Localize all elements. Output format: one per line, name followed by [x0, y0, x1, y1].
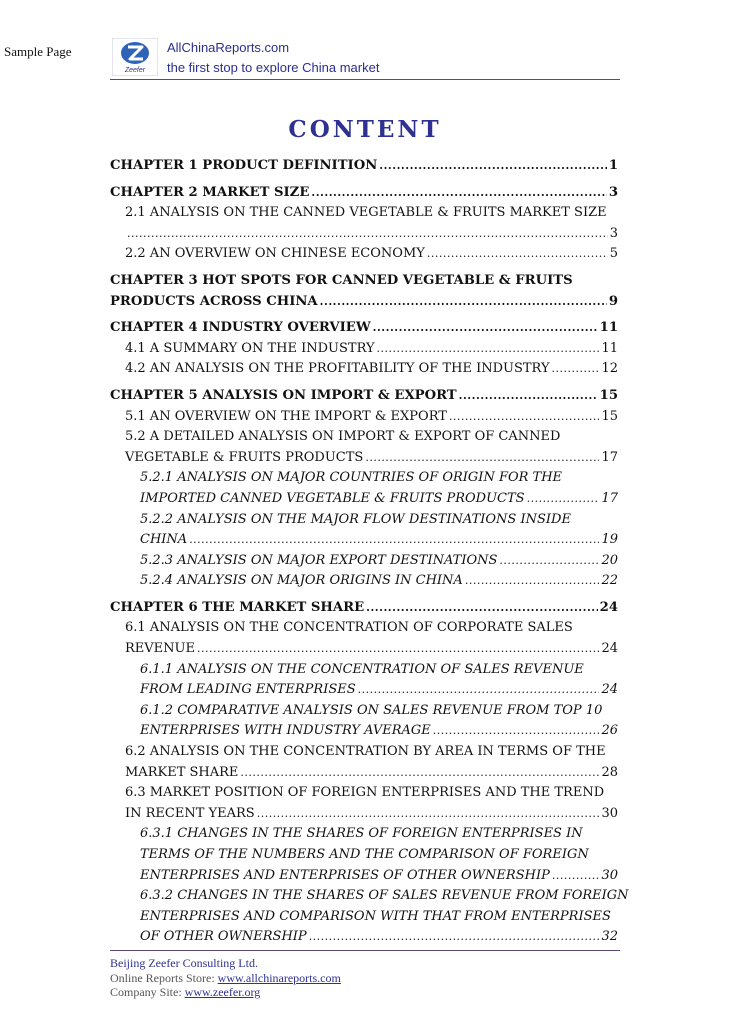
toc-entry[interactable]	[110, 386, 618, 407]
toc-page-number: 5	[609, 246, 618, 262]
toc-entry-title: PRODUCTS ACROSS CHINA	[110, 293, 318, 309]
toc-page-number: 11	[601, 340, 618, 356]
toc-entry-line: 5.2.1 ANALYSIS ON MAJOR COUNTRIES OF ORIGIN FOR THE	[140, 470, 563, 486]
toc-entry-line: 5.2.2 ANALYSIS ON THE MAJOR FLOW DESTINATIONS INSIDE	[140, 511, 571, 527]
toc-entry-line: 6.1.1 ANALYSIS ON THE CONCENTRATION OF SALES REVENUE	[140, 661, 584, 677]
toc-entry[interactable]	[110, 244, 618, 265]
toc-page-number: 24	[601, 682, 618, 698]
footer-site-label: Company Site:	[110, 985, 185, 999]
toc-entry[interactable]	[110, 660, 618, 701]
toc-entry-line: 2.1 ANALYSIS ON THE CANNED VEGETABLE & FRUITS MARKET SIZE	[125, 205, 607, 221]
toc-page-number: 11	[599, 320, 618, 336]
header-divider	[110, 79, 620, 80]
toc-entry[interactable]	[110, 359, 618, 380]
toc-page-number: 24	[599, 599, 618, 615]
toc-entry-title: 5.1 AN OVERVIEW ON THE IMPORT & EXPORT	[125, 408, 447, 424]
toc-entry-line: 6.2 ANALYSIS ON THE CONCENTRATION BY AREA IN TERMS OF THE	[125, 744, 606, 760]
toc-entry[interactable]	[110, 183, 618, 204]
toc-entry[interactable]	[110, 156, 618, 177]
toc-leader-dots	[257, 804, 600, 825]
toc-leader-dots	[365, 448, 599, 469]
toc-page-number: 24	[601, 641, 618, 657]
toc-entry-title: ENTERPRISES AND ENTERPRISES OF OTHER OWNERSHIP	[140, 867, 550, 883]
toc-entry[interactable]	[110, 886, 629, 948]
toc-entry-title: OF OTHER OWNERSHIP	[140, 929, 307, 945]
toc-leader-dots	[127, 224, 608, 245]
toc-entry-title: ENTERPRISES WITH INDUSTRY AVERAGE	[140, 723, 431, 739]
toc-entry-title: IN RECENT YEARS	[125, 805, 255, 821]
toc-entry-title: VEGETABLE & FRUITS PRODUCTS	[125, 449, 364, 465]
toc-leader-dots	[433, 721, 600, 742]
toc-entry-title: 5.2.3 ANALYSIS ON MAJOR EXPORT DESTINATIONS	[140, 552, 498, 568]
toc-page-number: 30	[601, 867, 618, 883]
toc-leader-dots	[459, 386, 598, 407]
toc-entry-title: CHAPTER 4 INDUSTRY OVERVIEW	[110, 320, 371, 336]
toc-entry[interactable]	[110, 510, 618, 551]
footer	[110, 956, 341, 1000]
toc-entry-line: 6.1 ANALYSIS ON THE CONCENTRATION OF CORPORATE SALES	[125, 620, 573, 636]
toc-leader-dots	[377, 339, 600, 360]
toc-leader-dots	[309, 927, 600, 948]
toc-entry[interactable]	[110, 742, 618, 783]
toc-page-number: 9	[608, 293, 618, 309]
toc-leader-dots	[552, 359, 600, 380]
toc-leader-dots	[189, 530, 599, 551]
page-title: CONTENT	[288, 116, 442, 143]
table-of-contents	[110, 156, 629, 948]
toc-leader-dots	[465, 571, 600, 592]
toc-leader-dots	[240, 763, 599, 784]
toc-entry[interactable]	[110, 271, 618, 312]
footer-store-link[interactable]: www.allchinareports.com	[217, 970, 341, 985]
toc-leader-dots	[527, 489, 600, 510]
toc-leader-dots	[311, 183, 606, 204]
toc-page-number: 17	[601, 449, 618, 465]
toc-entry-line: TERMS OF THE NUMBERS AND THE COMPARISON OF FOREIGN	[140, 847, 589, 862]
toc-entry-title: 2.2 AN OVERVIEW ON CHINESE ECONOMY	[125, 246, 425, 262]
toc-page-number: 19	[601, 532, 618, 548]
toc-entry-line: ENTERPRISES AND COMPARISON WITH THAT FROM ENTERPRISES	[140, 908, 611, 924]
toc-entry[interactable]	[110, 318, 618, 339]
toc-entry[interactable]	[110, 783, 618, 824]
toc-page-number: 17	[601, 490, 618, 506]
toc-entry[interactable]	[110, 551, 618, 572]
toc-entry-title: 4.2 AN ANALYSIS ON THE PROFITABILITY OF THE INDUSTRY	[125, 361, 550, 377]
footer-company: Beijing Zeefer Consulting Ltd.	[110, 956, 258, 970]
toc-leader-dots	[449, 407, 600, 428]
toc-page-number: 28	[601, 764, 618, 780]
toc-page-number: 3	[609, 225, 618, 241]
toc-entry-line: 6.1.2 COMPARATIVE ANALYSIS ON SALES REVENUE FROM TOP 10	[140, 702, 603, 718]
toc-entry-title: IMPORTED CANNED VEGETABLE & FRUITS PRODUCTS	[140, 490, 525, 506]
toc-entry[interactable]	[110, 203, 618, 244]
toc-leader-dots	[373, 318, 598, 339]
toc-entry-line: 6.3 MARKET POSITION OF FOREIGN ENTERPRISES AND THE TREND	[125, 785, 605, 801]
toc-page-number: 32	[601, 929, 618, 945]
toc-page-number: 12	[601, 361, 618, 377]
toc-entry[interactable]	[110, 571, 618, 592]
toc-entry[interactable]	[110, 407, 618, 428]
toc-page-number: 15	[599, 387, 618, 403]
toc-entry-title: REVENUE	[125, 641, 195, 657]
toc-entry-title: CHAPTER 1 PRODUCT DEFINITION	[110, 158, 378, 173]
toc-page-number: 3	[608, 184, 618, 200]
toc-leader-dots	[366, 598, 598, 619]
toc-entry[interactable]	[110, 339, 618, 360]
toc-entry[interactable]	[110, 468, 618, 509]
toc-entry-line: CHAPTER 3 HOT SPOTS FOR CANNED VEGETABLE & FRUITS	[110, 272, 573, 288]
header-tagline: the first stop to explore China market	[167, 60, 380, 75]
toc-entry-title: CHINA	[140, 532, 188, 548]
toc-entry[interactable]	[110, 701, 618, 742]
header-site-name: AllChinaReports.com	[167, 40, 290, 55]
toc-leader-dots	[358, 680, 600, 701]
footer-divider	[110, 950, 620, 951]
toc-leader-dots	[379, 156, 607, 177]
footer-store-label: Online Reports Store:	[110, 970, 218, 985]
toc-entry[interactable]	[110, 618, 618, 659]
toc-entry-title: CHAPTER 6 THE MARKET SHARE	[110, 599, 365, 615]
toc-page-number: 22	[601, 573, 618, 589]
toc-entry[interactable]	[110, 427, 618, 468]
toc-leader-dots	[552, 866, 600, 887]
toc-leader-dots	[499, 551, 599, 572]
toc-entry-line: 5.2 A DETAILED ANALYSIS ON IMPORT & EXPORT OF CANNED	[125, 429, 561, 445]
toc-page-number: 20	[601, 552, 618, 568]
sample-page-label: Sample Page	[4, 44, 72, 59]
footer-site-link[interactable]: www.zeefer.org	[184, 985, 261, 999]
toc-entry[interactable]	[110, 824, 618, 886]
toc-entry-title: CHAPTER 2 MARKET SIZE	[110, 184, 310, 200]
toc-page-number: 1	[608, 158, 618, 173]
toc-entry-title: MARKET SHARE	[125, 764, 239, 780]
toc-entry-title: FROM LEADING ENTERPRISES	[140, 682, 356, 698]
zeefer-logo	[112, 38, 158, 76]
toc-leader-dots	[197, 639, 599, 660]
toc-entry[interactable]	[110, 598, 618, 619]
toc-entry-title: 4.1 A SUMMARY ON THE INDUSTRY	[125, 340, 375, 356]
toc-entry-line: 6.3.1 CHANGES IN THE SHARES OF FOREIGN ENTERPRISES IN	[140, 826, 583, 842]
toc-page-number: 15	[601, 408, 618, 424]
toc-entry-title: 5.2.4 ANALYSIS ON MAJOR ORIGINS IN CHINA	[140, 573, 463, 589]
toc-leader-dots	[427, 244, 608, 265]
svg-text:Zeefer: Zeefer	[124, 67, 146, 74]
toc-page-number: 26	[601, 723, 618, 739]
toc-leader-dots	[320, 292, 607, 313]
toc-entry-title: CHAPTER 5 ANALYSIS ON IMPORT & EXPORT	[110, 387, 457, 403]
toc-entry-line: 6.3.2 CHANGES IN THE SHARES OF SALES REVENUE FROM FOREIGN	[140, 888, 629, 904]
toc-page-number: 30	[601, 805, 618, 821]
